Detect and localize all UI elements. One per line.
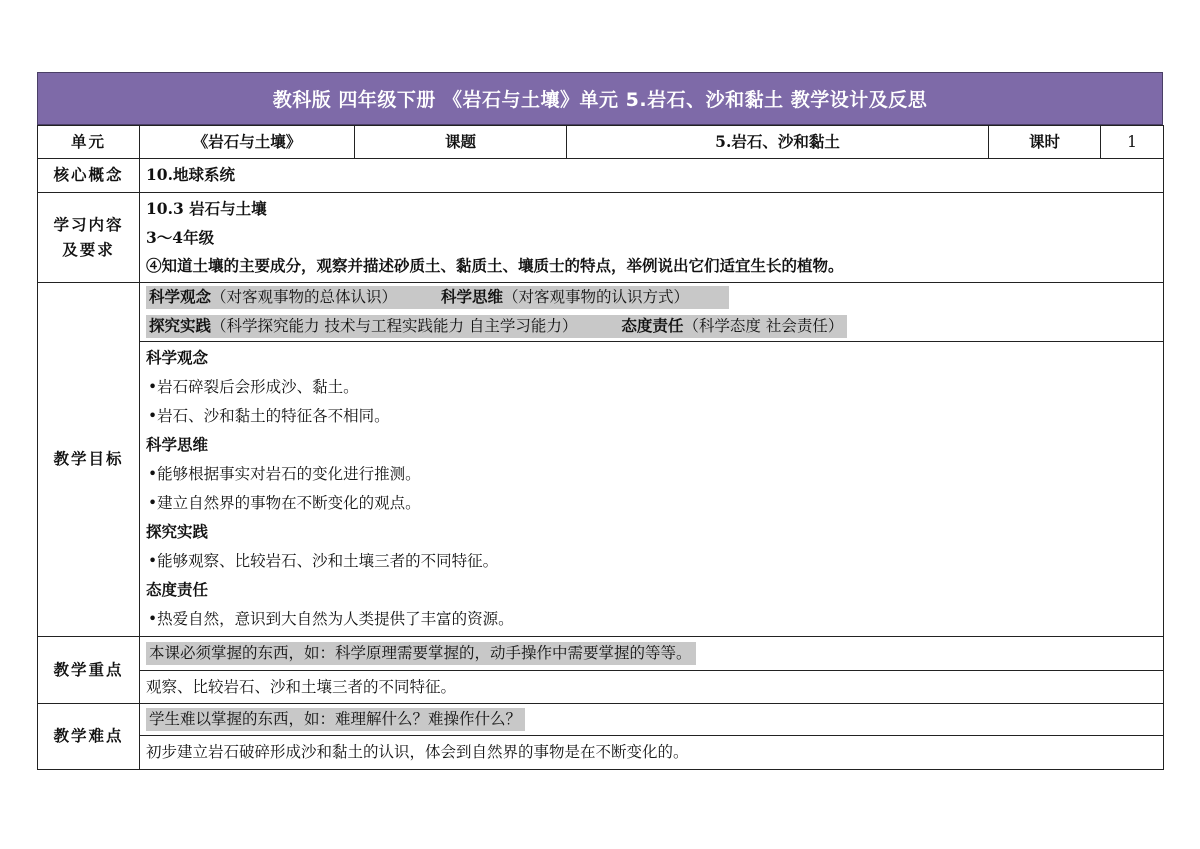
content-line3: ④知道土壤的主要成分，观察并描述砂质土、黏质土、壤质士的特点，举例说出它们适宜生长的植物。	[146, 256, 844, 276]
goals-label: 教学目标	[38, 283, 140, 637]
hint1-a-bold: 科学观念	[149, 287, 212, 307]
document-title: 教科版 四年级下册 《岩石与土壤》单元 5.岩石、沙和黏土 教学设计及反思	[37, 72, 1163, 125]
topic-label: 课题	[355, 126, 567, 159]
unit-value: 《岩石与土壤》	[140, 126, 355, 159]
content-label-line2: 及要求	[62, 239, 115, 259]
lesson-plan-sheet	[37, 72, 1163, 770]
goal-item: •建立自然界的事物在不断变化的观点。	[148, 494, 421, 513]
content-row	[38, 193, 1164, 283]
difficulties-value-row	[38, 736, 1164, 770]
goal-heading-thinking: 科学思维	[146, 435, 209, 455]
goal-item: •能够根据事实对岩石的变化进行推测。	[148, 465, 421, 484]
hint2-b-text: （科学态度 社会责任）	[683, 317, 844, 336]
hint2-a-bold: 探究实践	[149, 316, 212, 336]
content-label	[38, 193, 140, 283]
hint1-a-text: （对客观事物的总体认识）	[211, 288, 398, 307]
goals-body	[140, 342, 1164, 637]
unit-label: 单元	[38, 126, 140, 159]
key-points-value-row	[38, 671, 1164, 704]
core-concept-row	[38, 159, 1164, 193]
content-line1: 10.3 岩石与土壤	[146, 199, 267, 219]
content-line2: 3～4年级	[146, 228, 215, 248]
topic-value: 5.岩石、沙和黏土	[567, 126, 989, 159]
goal-item: •岩石碎裂后会形成沙、黏土。	[148, 378, 359, 397]
goals-hint1-highlight	[146, 286, 729, 309]
difficulties-hint-row	[38, 704, 1164, 736]
key-points-hint: 本课必须掌握的东西，如：科学原理需要掌握的，动手操作中需要掌握的等等。	[146, 642, 696, 665]
lesson-plan-table	[37, 125, 1164, 770]
difficulties-label: 教学难点	[38, 704, 140, 770]
key-points-label: 教学重点	[38, 637, 140, 704]
goal-item: •热爱自然，意识到大自然为人类提供了丰富的资源。	[148, 610, 514, 629]
goals-hint2-highlight	[146, 315, 847, 338]
content-body	[140, 193, 1164, 283]
core-concept-label: 核心概念	[38, 159, 140, 193]
goals-hint-cell	[140, 283, 1164, 342]
difficulties-hint-cell	[140, 704, 1164, 736]
period-label: 课时	[989, 126, 1101, 159]
goal-item: •岩石、沙和黏土的特征各不相同。	[148, 407, 390, 426]
goal-item: •能够观察、比较岩石、沙和土壤三者的不同特征。	[148, 552, 499, 571]
hint1-b-bold: 科学思维	[441, 287, 504, 307]
header-row	[38, 126, 1164, 159]
difficulties-hint: 学生难以掌握的东西，如：难理解什么？难操作什么？	[146, 708, 525, 731]
key-points-hint-cell	[140, 637, 1164, 671]
goal-heading-concept: 科学观念	[146, 348, 209, 368]
goals-hint-line2	[146, 312, 1157, 341]
key-points-hint-row	[38, 637, 1164, 671]
goal-heading-practice: 探究实践	[146, 522, 209, 542]
hint2-a-text: （科学探究能力 技术与工程实践能力 自主学习能力）	[211, 317, 578, 336]
goals-body-row	[38, 342, 1164, 637]
goals-hint-line1	[146, 283, 1157, 312]
hint1-b-text: （对客观事物的认识方式）	[503, 288, 690, 307]
hint2-b-bold: 态度责任	[621, 316, 684, 336]
difficulties-value: 初步建立岩石破碎形成沙和黏土的认识，体会到自然界的事物是在不断变化的。	[140, 736, 1164, 770]
goal-heading-attitude: 态度责任	[146, 580, 209, 600]
goals-hint-row	[38, 283, 1164, 342]
core-concept-value: 10.地球系统	[140, 159, 1164, 193]
content-label-line1: 学习内容	[53, 214, 124, 234]
key-points-value: 观察、比较岩石、沙和土壤三者的不同特征。	[140, 671, 1164, 704]
period-value: 1	[1101, 126, 1164, 159]
